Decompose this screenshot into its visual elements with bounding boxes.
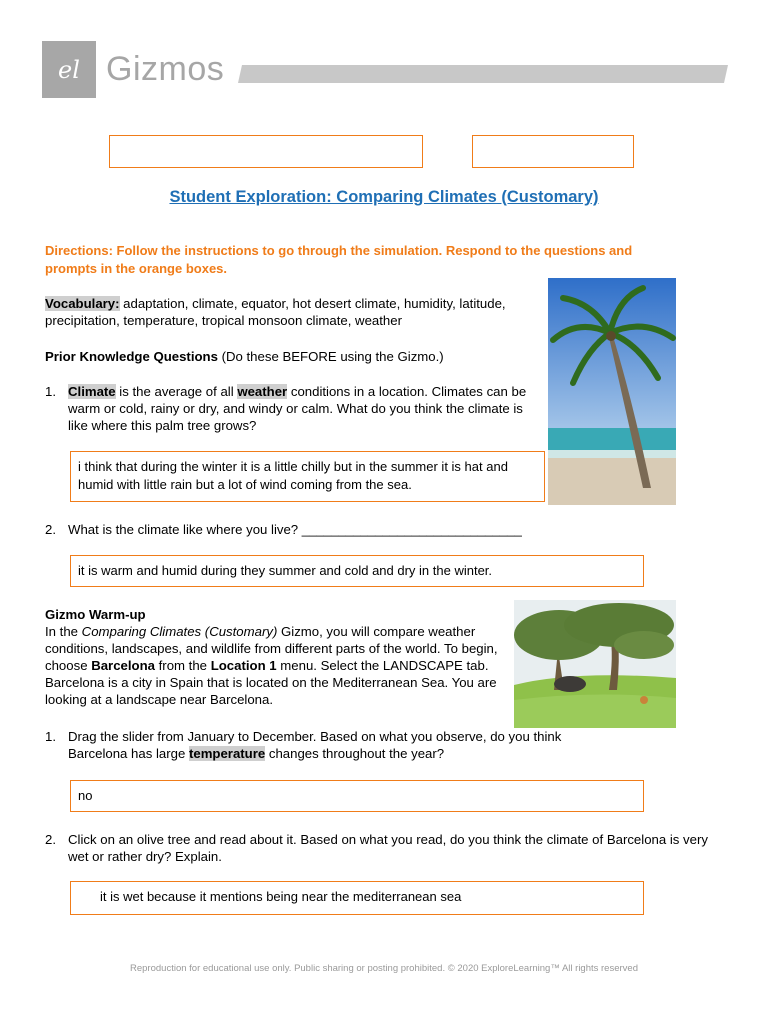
term-temperature: temperature bbox=[188, 746, 266, 761]
question-number: 1. bbox=[45, 384, 56, 399]
answer-text: it is warm and humid during they summer and cold and dry in the winter. bbox=[78, 563, 493, 578]
question-text: What is the climate like where you live? ______________________________ bbox=[68, 522, 522, 537]
question-text: Click on an olive tree and read about it. Based on what you read, do you think the climate of Barcelona is very wet or rather dry? Explain. bbox=[68, 832, 708, 864]
date-field[interactable] bbox=[472, 135, 634, 168]
warmup-heading: Gizmo Warm-up bbox=[45, 607, 146, 622]
vocabulary-label: Vocabulary: bbox=[45, 296, 120, 311]
question-number: 2. bbox=[45, 522, 56, 537]
name-field[interactable] bbox=[109, 135, 423, 168]
barcelona-landscape-image bbox=[514, 600, 676, 728]
el-logo-icon bbox=[42, 41, 96, 98]
prior-heading-text: Prior Knowledge Questions bbox=[45, 349, 218, 364]
brand-name: Gizmos bbox=[106, 50, 225, 88]
warmup-paragraph: In the Comparing Climates (Customary) Gizmo, you will compare weather conditions, landscapes, and wildlife from different parts of the world. To begin, choose Barcelona from the Location 1 menu. Select the LANDSCAPE tab. Barcelona is a city in Spain that is located on the Mediterranean Sea. You are looking at a landscape near Barcelona. bbox=[45, 624, 498, 707]
svg-text:el: el bbox=[58, 56, 80, 84]
prior-question-1 bbox=[45, 383, 535, 437]
warmup-question-2 bbox=[45, 831, 720, 867]
term-climate: Climate bbox=[68, 384, 116, 399]
answer-text: i think that during the winter it is a little chilly but in the summer it is hat and humid with little rain but a lot of wind coming from the sea. bbox=[78, 459, 508, 492]
vocabulary-terms: adaptation, climate, equator, hot desert climate, humidity, latitude, precipitation, temperature, tropical monsoon climate, weather bbox=[45, 296, 506, 328]
copyright-footer: Reproduction for educational use only. Public sharing or posting prohibited. © 2020 ExploreLearning™ All rights reserved bbox=[130, 963, 638, 974]
prior-question-2 bbox=[45, 521, 545, 539]
prior-note: (Do these BEFORE using the Gizmo.) bbox=[217, 349, 444, 364]
prior-knowledge-heading bbox=[45, 348, 535, 365]
answer-box-warmup-2[interactable] bbox=[70, 881, 644, 915]
answer-text: no bbox=[78, 788, 93, 803]
answer-text: it is wet because it mentions being near the mediterranean sea bbox=[100, 889, 462, 904]
warmup-question-1 bbox=[45, 728, 625, 764]
header-bar bbox=[238, 65, 728, 83]
answer-box-prior-2[interactable] bbox=[70, 555, 644, 587]
directions: Directions: Follow the instructions to go through the simulation. Respond to the questions and prompts in the orange boxes. bbox=[45, 243, 633, 276]
question-text: Climate is the average of all weather conditions in a location. Climates can be warm or cold, rainy or dry, and windy or calm. What do you think the climate is like where this palm tree grows? bbox=[68, 384, 527, 433]
question-number: 2. bbox=[45, 832, 56, 847]
term-weather: weather bbox=[237, 384, 288, 399]
explorelearning-logo bbox=[42, 41, 96, 98]
question-number: 1. bbox=[45, 729, 56, 744]
palm-tree-photo bbox=[548, 278, 676, 505]
page-title: Student Exploration: Comparing Climates (Customary) bbox=[169, 188, 599, 206]
vocabulary bbox=[45, 295, 535, 329]
question-text: Drag the slider from January to December. Based on what you observe, do you think Barcelona has large temperature changes throughout the year? bbox=[68, 729, 562, 761]
answer-box-prior-1[interactable] bbox=[70, 451, 545, 502]
answer-box-warmup-1[interactable] bbox=[70, 780, 644, 812]
